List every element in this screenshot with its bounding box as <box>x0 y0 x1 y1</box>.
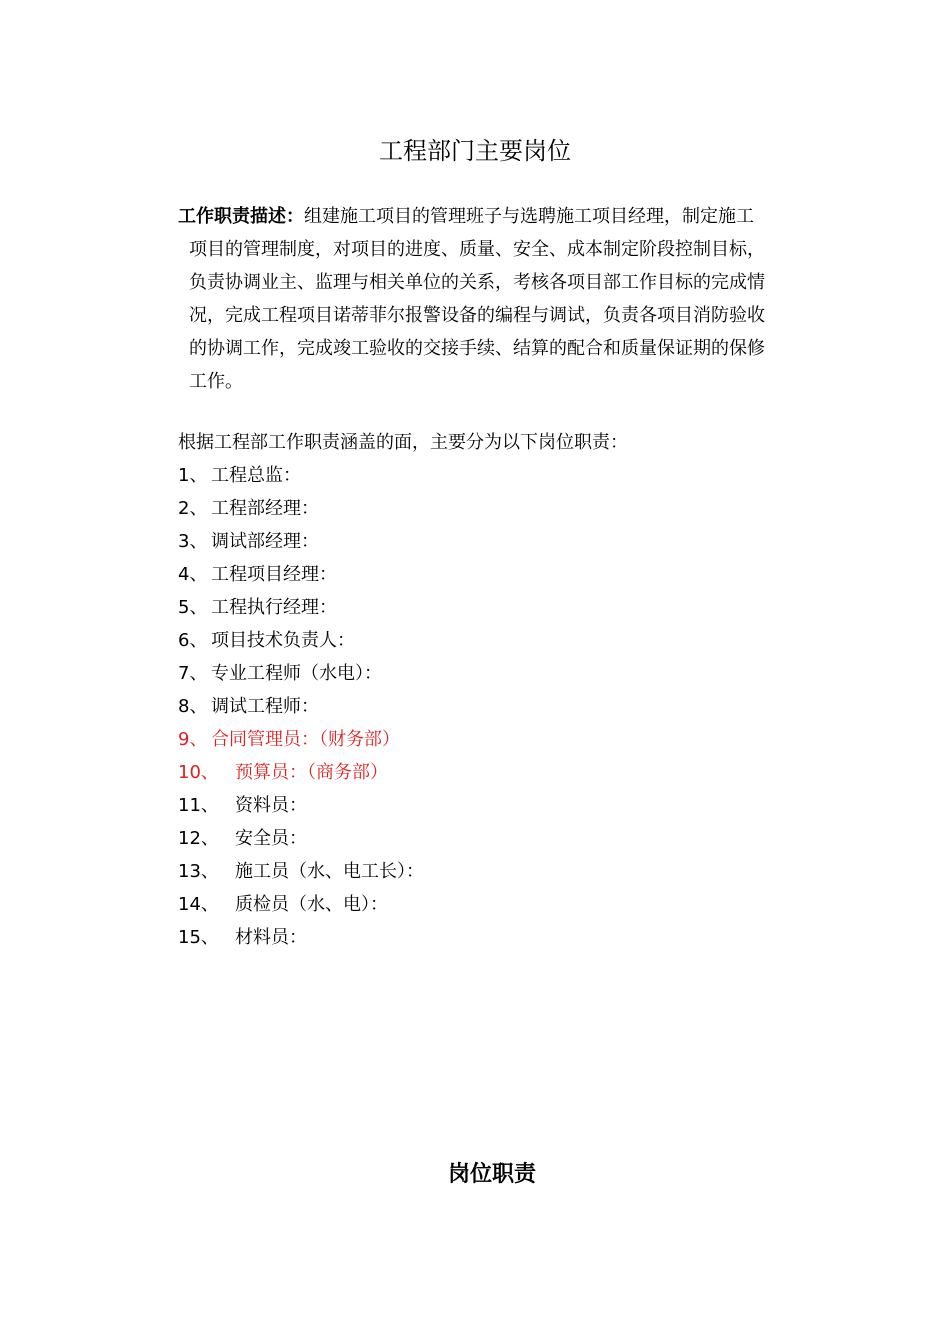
duty-text: 组建施工项目的管理班子与选聘施工项目经理，制定施工 <box>304 206 754 227</box>
position-label: 工程总监： <box>211 465 301 486</box>
duty-description <box>178 200 808 398</box>
position-number: 1、 <box>178 465 208 486</box>
position-label: 质检员（水、电）： <box>235 894 388 915</box>
duty-label: 工作职责描述： <box>178 206 304 227</box>
position-item <box>178 888 424 921</box>
position-label: 合同管理员：（财务部） <box>211 729 400 750</box>
position-number: 8、 <box>178 696 208 717</box>
position-number: 14、 <box>178 894 219 915</box>
position-item <box>178 558 424 591</box>
position-item <box>178 624 424 657</box>
duty-line: 负责协调业主、监理与相关单位的关系，考核各项目部工作目标的完成情 <box>189 272 765 293</box>
position-label: 项目技术负责人： <box>211 630 355 651</box>
position-item <box>178 789 424 822</box>
position-list <box>178 459 424 954</box>
position-item-highlighted <box>178 756 424 789</box>
position-label: 专业工程师（水电）： <box>211 663 382 684</box>
duty-line: 工作。 <box>189 371 243 392</box>
position-label: 材料员： <box>235 927 307 948</box>
position-number: 11、 <box>178 795 219 816</box>
position-label: 调试部经理： <box>211 531 319 552</box>
page-title: 工程部门主要岗位 <box>379 137 571 165</box>
position-label: 调试工程师： <box>211 696 319 717</box>
position-label: 安全员： <box>235 828 307 849</box>
position-number: 2、 <box>178 498 208 519</box>
duty-line <box>178 200 808 233</box>
position-item <box>178 591 424 624</box>
section-title: 岗位职责 <box>447 1162 536 1187</box>
position-number: 15、 <box>178 927 219 948</box>
position-label: 工程项目经理： <box>211 564 337 585</box>
duty-line: 况，完成工程项目诺蒂菲尔报警设备的编程与调试，负责各项目消防验收 <box>189 305 765 326</box>
position-item <box>178 921 424 954</box>
position-label: 预算员：（商务部） <box>235 762 388 783</box>
position-item <box>178 492 424 525</box>
position-number: 4、 <box>178 564 208 585</box>
position-number: 5、 <box>178 597 208 618</box>
position-number: 13、 <box>178 861 219 882</box>
position-number: 6、 <box>178 630 208 651</box>
position-label: 工程执行经理： <box>211 597 337 618</box>
position-item <box>178 690 424 723</box>
position-label: 施工员（水、电工长）： <box>235 861 424 882</box>
position-number: 12、 <box>178 828 219 849</box>
position-item <box>178 525 424 558</box>
position-item-highlighted <box>178 723 424 756</box>
position-label: 工程部经理： <box>211 498 319 519</box>
position-item <box>178 822 424 855</box>
duty-line: 项目的管理制度，对项目的进度、质量、安全、成本制定阶段控制目标， <box>189 239 765 260</box>
position-item <box>178 657 424 690</box>
intro-text: 根据工程部工作职责涵盖的面，主要分为以下岗位职责： <box>178 432 628 453</box>
position-item <box>178 459 424 492</box>
position-number: 3、 <box>178 531 208 552</box>
position-number: 7、 <box>178 663 208 684</box>
position-item <box>178 855 424 888</box>
position-number: 9、 <box>178 729 208 750</box>
position-number: 10、 <box>178 762 219 783</box>
position-label: 资料员： <box>235 795 307 816</box>
duty-line: 的协调工作，完成竣工验收的交接手续、结算的配合和质量保证期的保修 <box>189 338 765 359</box>
